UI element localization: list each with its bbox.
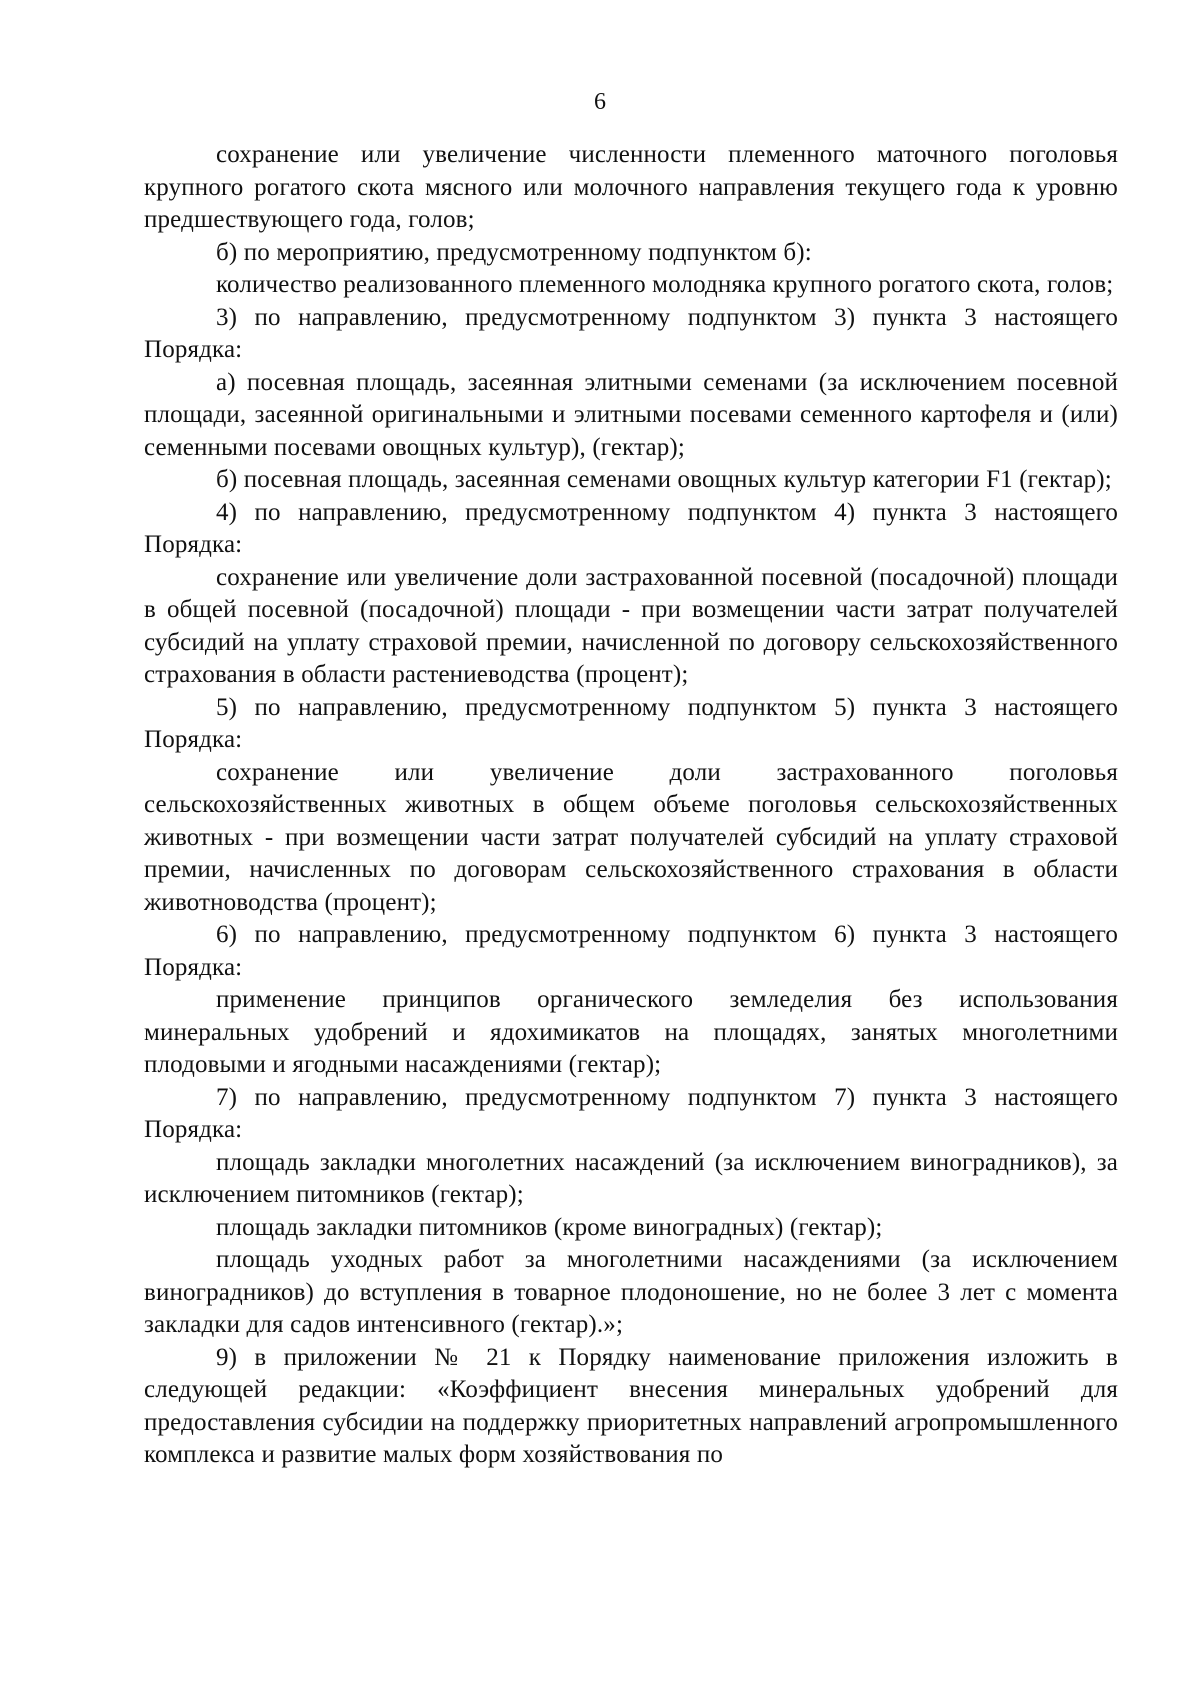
- page-number: 6: [594, 89, 606, 115]
- paragraph: 4) по направлению, предусмотренному подпунктом 4) пункта 3 настоящего Порядка:: [144, 498, 1118, 558]
- paragraph: применение принципов органического земледелия без использования минеральных удобрений и ядохимикатов на площадях, занятых многолетними плодовыми и ягодными насаждениями (гектар);: [144, 986, 1118, 1078]
- paragraph: количество реализованного племенного молодняка крупного рогатого скота, голов;: [216, 271, 1114, 298]
- paragraph: сохранение или увеличение доли застрахованной посевной (посадочной) площади в общей посевной (посадочной) площади - при возмещении части затрат получателей субсидий на уплату страховой премии, начисленной по договору сельскохозяйственного страхования в области растениеводства (процент);: [144, 563, 1118, 688]
- paragraph: 7) по направлению, предусмотренному подпунктом 7) пункта 3 настоящего Порядка:: [144, 1083, 1118, 1143]
- paragraph: сохранение или увеличение доли застрахованного поголовья сельскохозяйственных животных в общем объеме поголовья сельскохозяйственных животных - при возмещении части затрат получателей субсидий на уплату страховой премии, начисленных по договорам сельскохозяйственного страхования в области животноводства (процент);: [144, 758, 1118, 916]
- paragraph: б) посевная площадь, засеянная семенами овощных культур категории F1 (гектар);: [216, 466, 1112, 493]
- paragraph: площадь уходных работ за многолетними насаждениями (за исключением виноградников) до вступления в товарное плодоношение, но не более 3 лет с момента закладки для садов интенсивного (гектар).»;: [144, 1246, 1118, 1338]
- paragraph: а) посевная площадь, засеянная элитными семенами (за исключением посевной площади, засеянной оригинальными и элитными посевами семенного картофеля и (или) семенными посевами овощных культур), (гектар);: [144, 368, 1118, 461]
- paragraph: 5) по направлению, предусмотренному подпунктом 5) пункта 3 настоящего Порядка:: [144, 693, 1118, 753]
- paragraph: б) по мероприятию, предусмотренному подпунктом б):: [216, 238, 812, 266]
- paragraph: площадь закладки многолетних насаждений (за исключением виноградников), за исключением питомников (гектар);: [144, 1148, 1118, 1208]
- paragraph: 6) по направлению, предусмотренному подпунктом 6) пункта 3 настоящего Порядка:: [144, 921, 1118, 981]
- paragraph: 3) по направлению, предусмотренному подпунктом 3) пункта 3 настоящего Порядка:: [144, 303, 1118, 363]
- paragraph: сохранение или увеличение численности племенного маточного поголовья крупного рогатого скота мясного или молочного направления текущего года к уровню предшествующего года, голов;: [144, 141, 1118, 233]
- document-body: [144, 139, 1118, 1472]
- paragraph: 9) в приложении № 21 к Порядку наименование приложения изложить в следующей редакции: «Коэффициент внесения минеральных удобрений для предоставления субсидии на поддержку приоритетных направлений агропромышленного комплекса и развитие малых форм хозяйствования по: [144, 1343, 1118, 1468]
- paragraph: площадь закладки питомников (кроме виноградных) (гектар);: [216, 1213, 883, 1241]
